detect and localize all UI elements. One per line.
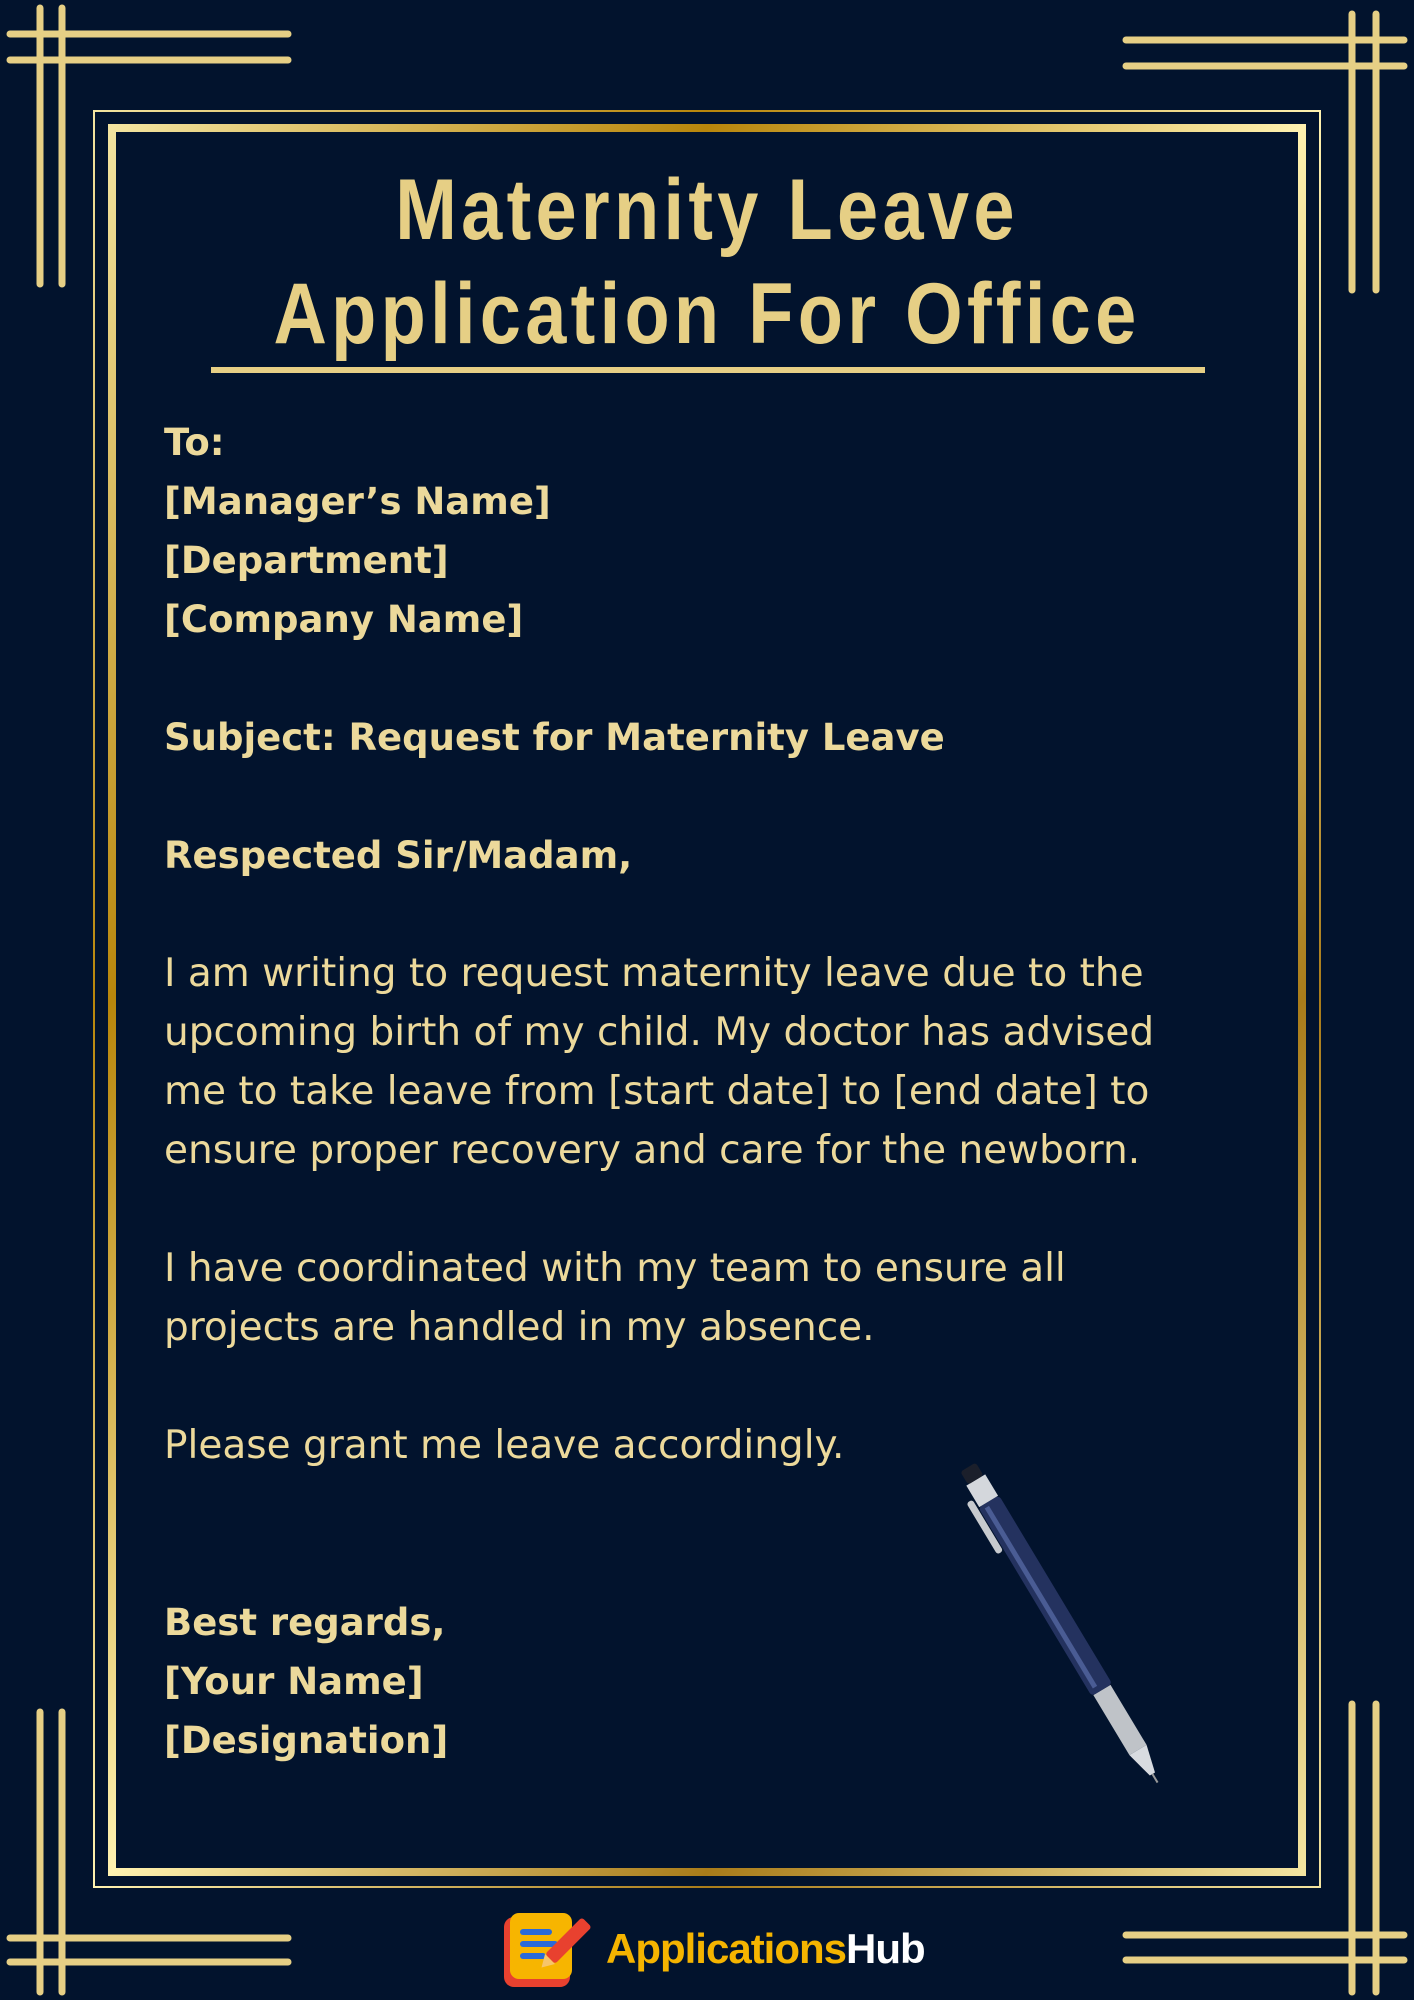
body-paragraph-1-line: ensure proper recovery and care for the newborn. (164, 1128, 1141, 1173)
page-title-line-2: Application For Office (273, 266, 1141, 362)
body-paragraph-2-line: projects are handled in my absence. (164, 1305, 875, 1350)
brand-logo (500, 1904, 925, 1994)
body-paragraph-1-line: I am writing to request maternity leave due to the (164, 951, 1144, 996)
closing-regards: Best regards, (164, 1601, 446, 1644)
title-underline (211, 367, 1205, 373)
logo-text-applications: Applications (606, 1925, 847, 1972)
subject-line: Subject: Request for Maternity Leave (164, 716, 945, 759)
department: [Department] (164, 539, 449, 582)
body-paragraph-2-line: I have coordinated with my team to ensure all (164, 1246, 1066, 1291)
body-paragraph-3: Please grant me leave accordingly. (164, 1423, 845, 1468)
to-label: To: (164, 421, 225, 464)
signature-name: [Your Name] (164, 1660, 424, 1703)
manager-name: [Manager’s Name] (164, 480, 551, 523)
page-title-line-1: Maternity Leave (395, 162, 1019, 258)
salutation: Respected Sir/Madam, (164, 834, 633, 877)
document-pencil-icon (500, 1907, 598, 1991)
body-paragraph-1-line: me to take leave from [start date] to [end date] to (164, 1069, 1150, 1114)
body-paragraph-1-line: upcoming birth of my child. My doctor has advised (164, 1010, 1155, 1055)
signature-designation: [Designation] (164, 1719, 449, 1762)
company-name: [Company Name] (164, 598, 524, 641)
pen-icon (951, 1461, 1168, 1793)
logo-text-hub: Hub (846, 1925, 925, 1972)
